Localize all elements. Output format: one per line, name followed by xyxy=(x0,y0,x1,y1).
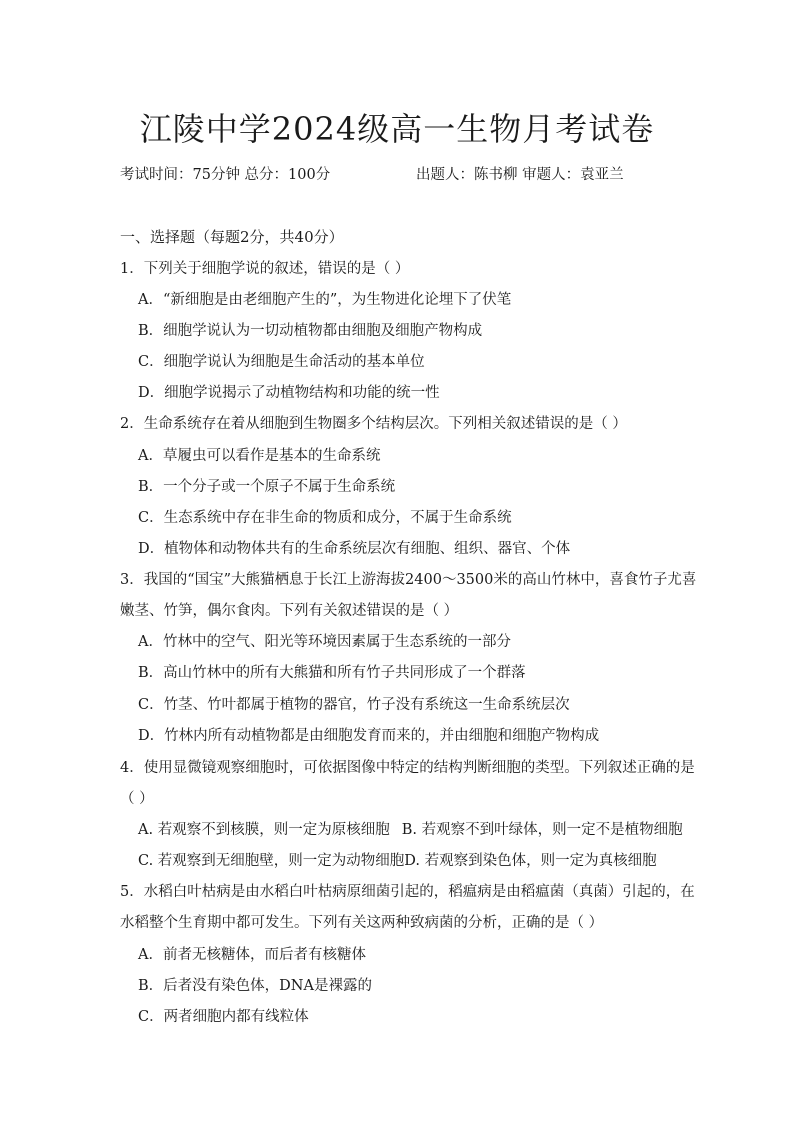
question-4-option-c: C. 若观察到无细胞壁，则一定为动物细胞 xyxy=(138,853,405,869)
question-1-option-c: C．细胞学说认为细胞是生命活动的基本单位 xyxy=(138,354,425,370)
question-2-option-d: D．植物体和动物体共有的生命系统层次有细胞、组织、器官、个体 xyxy=(138,541,571,557)
question-4-options-row2 xyxy=(138,851,657,871)
question-4-stem-line2: （ ） xyxy=(120,791,154,807)
question-4-stem-line1: 4．使用显微镜观察细胞时，可依据图像中特定的结构判断细胞的类型。下列叙述正确的是 xyxy=(120,760,695,776)
question-3-stem-line2: 嫩茎、竹笋，偶尔食肉。下列有关叙述错误的是（ ） xyxy=(120,603,459,619)
question-4-option-d: D. 若观察到染色体，则一定为真核细胞 xyxy=(404,853,657,869)
author-info: 出题人：陈书柳 审题人：袁亚兰 xyxy=(416,167,624,183)
question-1-option-b: B．细胞学说认为一切动植物都由细胞及细胞产物构成 xyxy=(138,323,483,339)
question-5-option-a: A．前者无核糖体，而后者有核糖体 xyxy=(138,947,366,963)
section-heading: 一、选择题（每题2分，共40分） xyxy=(120,228,344,246)
question-5-stem-line2: 水稻整个生育期中都可发生。下列有关这两种致病菌的分析，正确的是（ ） xyxy=(120,915,604,931)
question-3-stem-line1: 3．我国的“国宝”大熊猫栖息于长江上游海拔2400～3500米的高山竹林中，喜食竹子尤喜 xyxy=(120,572,697,588)
question-4-options-row1 xyxy=(138,820,683,840)
question-5-option-b: B．后者没有染色体，DNA是裸露的 xyxy=(138,978,372,994)
question-2-stem: 2．生命系统存在着从细胞到生物圈多个结构层次。下列相关叙述错误的是（ ） xyxy=(120,416,627,432)
page-title: 江陵中学2024级高一生物月考试卷 xyxy=(139,110,655,148)
question-1-option-a: A．“新细胞是由老细胞产生的”，为生物进化论埋下了伏笔 xyxy=(138,292,512,308)
question-3-option-c: C．竹茎、竹叶都属于植物的器官，竹子没有系统这一生命系统层次 xyxy=(138,697,570,713)
question-2-option-b: B．一个分子或一个原子不属于生命系统 xyxy=(138,479,396,495)
question-2-option-a: A．草履虫可以看作是基本的生命系统 xyxy=(138,448,381,464)
question-2-option-c: C．生态系统中存在非生命的物质和成分，不属于生命系统 xyxy=(138,510,512,526)
question-4-option-b: B. 若观察不到叶绿体，则一定不是植物细胞 xyxy=(401,822,683,838)
question-4-option-a: A. 若观察不到核膜，则一定为原核细胞 xyxy=(138,822,390,838)
question-1-option-d: D．细胞学说揭示了动植物结构和功能的统一性 xyxy=(138,385,440,401)
question-3-option-d: D．竹林内所有动植物都是由细胞发育而来的，并由细胞和细胞产物构成 xyxy=(138,728,600,744)
question-1-stem: 1．下列关于细胞学说的叙述，错误的是（ ） xyxy=(120,261,410,277)
question-3-option-b: B．高山竹林中的所有大熊猫和所有竹子共同形成了一个群落 xyxy=(138,665,526,681)
question-5-option-c: C．两者细胞内都有线粒体 xyxy=(138,1009,309,1025)
question-3-option-a: A．竹林中的空气、阳光等环境因素属于生态系统的一部分 xyxy=(138,634,511,650)
question-5-stem-line1: 5．水稻白叶枯病是由水稻白叶枯病原细菌引起的，稻瘟病是由稻瘟菌（真菌）引起的，在 xyxy=(120,884,695,900)
exam-info: 考试时间：75分钟 总分：100分 xyxy=(120,167,331,183)
